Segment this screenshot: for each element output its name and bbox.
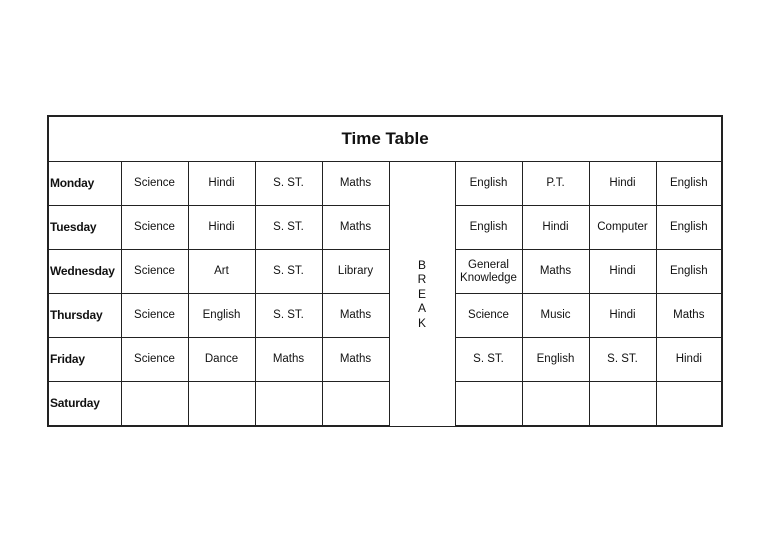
break-column: [389, 162, 455, 427]
period-cell: Science: [121, 338, 188, 382]
title-row: [48, 116, 722, 162]
period-cell: S. ST.: [255, 250, 322, 294]
period-cell: Music: [522, 294, 589, 338]
period-cell: Hindi: [522, 206, 589, 250]
period-cell: Library: [322, 250, 389, 294]
period-cell: Computer: [589, 206, 656, 250]
timetable: [47, 115, 723, 427]
day-label: Friday: [48, 338, 121, 382]
period-cell: Maths: [522, 250, 589, 294]
period-cell: S. ST.: [255, 162, 322, 206]
period-cell: Maths: [255, 338, 322, 382]
period-cell: [522, 382, 589, 427]
period-cell: Hindi: [188, 162, 255, 206]
period-cell: English: [656, 250, 722, 294]
period-cell: Maths: [322, 338, 389, 382]
period-cell: S. ST.: [455, 338, 522, 382]
period-cell: Science: [455, 294, 522, 338]
period-cell: English: [656, 162, 722, 206]
period-cell: Science: [121, 294, 188, 338]
timetable-row: [48, 338, 722, 382]
period-cell: S. ST.: [255, 206, 322, 250]
period-cell: Maths: [322, 206, 389, 250]
timetable-row: [48, 250, 722, 294]
day-label: Monday: [48, 162, 121, 206]
period-cell: Maths: [656, 294, 722, 338]
period-cell: Hindi: [589, 250, 656, 294]
period-cell: Science: [121, 206, 188, 250]
timetable-row: [48, 382, 722, 427]
period-cell: Maths: [322, 162, 389, 206]
period-cell: English: [455, 162, 522, 206]
timetable-title: Time Table: [48, 116, 722, 162]
period-cell: [121, 382, 188, 427]
day-label: Wednesday: [48, 250, 121, 294]
timetable-row: [48, 162, 722, 206]
period-cell: [188, 382, 255, 427]
timetable-row: [48, 294, 722, 338]
period-cell: Science: [121, 162, 188, 206]
period-cell: S. ST.: [255, 294, 322, 338]
day-label: Saturday: [48, 382, 121, 427]
day-label: Tuesday: [48, 206, 121, 250]
period-cell: General Knowledge: [455, 250, 522, 294]
period-cell: [255, 382, 322, 427]
period-cell: Hindi: [188, 206, 255, 250]
period-cell: Maths: [322, 294, 389, 338]
period-cell: Hindi: [656, 338, 722, 382]
day-label: Thursday: [48, 294, 121, 338]
timetable-row: [48, 206, 722, 250]
period-cell: English: [656, 206, 722, 250]
period-cell: [322, 382, 389, 427]
period-cell: English: [188, 294, 255, 338]
period-cell: English: [455, 206, 522, 250]
period-cell: Art: [188, 250, 255, 294]
period-cell: P.T.: [522, 162, 589, 206]
period-cell: Hindi: [589, 162, 656, 206]
period-cell: [455, 382, 522, 427]
period-cell: [656, 382, 722, 427]
period-cell: Hindi: [589, 294, 656, 338]
break-label: B R E A K: [417, 257, 427, 330]
period-cell: [589, 382, 656, 427]
period-cell: S. ST.: [589, 338, 656, 382]
period-cell: Science: [121, 250, 188, 294]
period-cell: English: [522, 338, 589, 382]
period-cell: Dance: [188, 338, 255, 382]
